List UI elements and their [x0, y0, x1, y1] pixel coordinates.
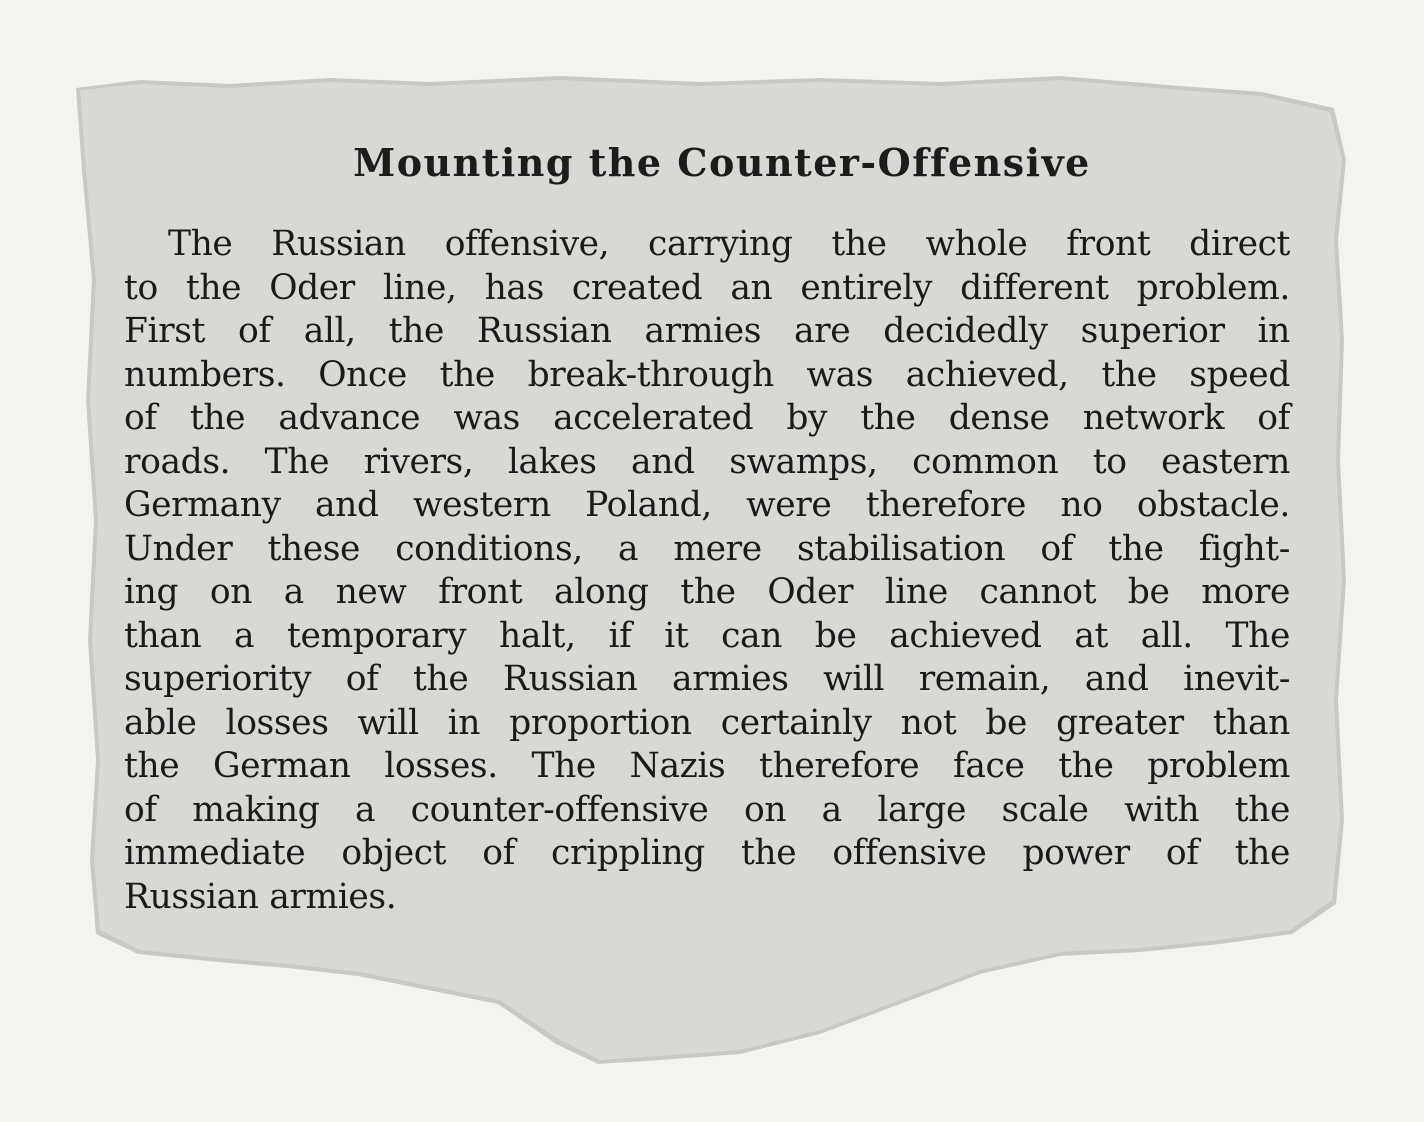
body-line: of the advance was accelerated by the dense network of [124, 398, 1290, 438]
body-line: the German losses. The Nazis therefore face the problem [124, 746, 1290, 786]
body-line: immediate object of crippling the offensive power of the [124, 833, 1290, 873]
article-headline: Mounting the Counter-Offensive [353, 140, 1091, 185]
body-line: to the Oder line, has created an entirely different problem. [124, 267, 1290, 308]
body-line: than a temporary halt, if it can be achieved at all. The [124, 615, 1290, 656]
body-line: ing on a new front along the Oder line cannot be more [124, 572, 1290, 612]
body-line: able losses will in proportion certainly not be greater than [124, 702, 1290, 743]
body-line: Under these conditions, a mere stabilisation of the fight- [124, 528, 1290, 569]
article-body [124, 223, 1290, 919]
body-line: superiority of the Russian armies will remain, and inevit- [124, 659, 1290, 699]
article [124, 140, 1290, 919]
body-line: First of all, the Russian armies are decidedly superior in [124, 311, 1290, 351]
body-line: The Russian offensive, carrying the whole front direct [168, 224, 1290, 264]
body-line: numbers. Once the break-through was achieved, the speed [124, 354, 1290, 395]
body-line: Germany and western Poland, were therefore no obstacle. [124, 485, 1290, 525]
body-line: roads. The rivers, lakes and swamps, common to eastern [124, 441, 1290, 482]
body-line: Russian armies. [124, 876, 397, 917]
body-line: of making a counter-offensive on a large scale with the [124, 789, 1290, 830]
